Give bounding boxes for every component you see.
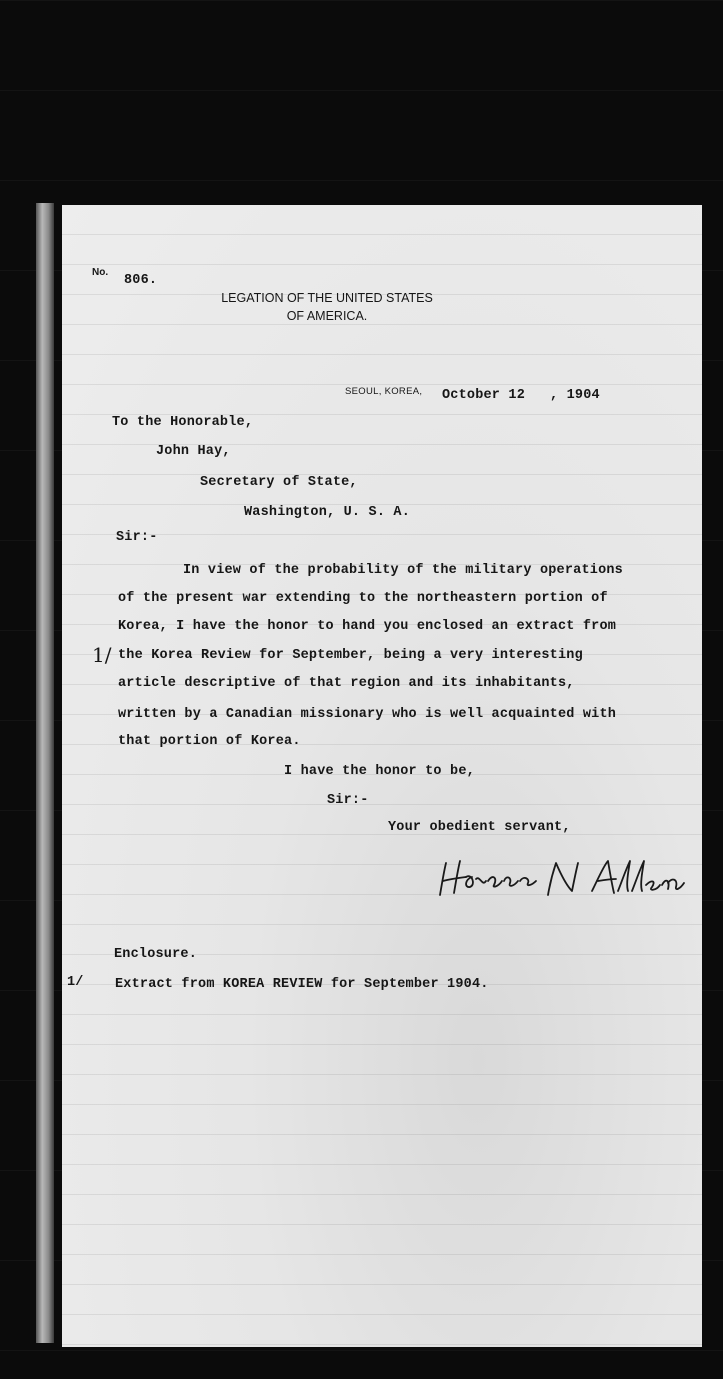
film-strip-edge xyxy=(36,203,54,1343)
body-line-3: Korea, I have the honor to hand you enclosed an extract from xyxy=(118,619,617,634)
body-line-5: article descriptive of that region and its inhabitants, xyxy=(118,676,575,691)
body-line-6: written by a Canadian missionary who is well acquainted with xyxy=(118,707,617,722)
enclosure-margin-marker: 1/ xyxy=(92,643,112,667)
closing-line-3: Your obedient servant, xyxy=(388,820,571,835)
dateline-place: SEOUL, KOREA, xyxy=(345,386,423,397)
address-line-2: John Hay, xyxy=(156,444,231,459)
address-line-1: To the Honorable, xyxy=(112,415,254,430)
enclosure-marker: 1/ xyxy=(67,975,84,990)
letterhead-line-1: LEGATION OF THE UNITED STATES xyxy=(221,291,433,305)
letterhead-line-2: OF AMERICA. xyxy=(286,309,368,323)
body-line-4: the Korea Review for September, being a very interesting xyxy=(118,648,583,663)
body-line-7: that portion of Korea. xyxy=(118,734,301,749)
salutation: Sir:- xyxy=(116,530,158,545)
signature xyxy=(432,855,697,903)
body-line-1: In view of the probability of the military operations xyxy=(183,563,623,578)
dateline-year: , 1904 xyxy=(550,388,600,403)
closing-line-2: Sir:- xyxy=(327,793,369,808)
number-label: No. xyxy=(92,267,109,278)
dispatch-number: 806. xyxy=(124,273,158,288)
body-line-2: of the present war extending to the northeastern portion of xyxy=(118,591,608,606)
address-line-3: Secretary of State, xyxy=(200,475,358,490)
enclosure-heading: Enclosure. xyxy=(114,947,198,962)
dateline-date: October 12 xyxy=(442,388,526,403)
enclosure-item: Extract from KOREA REVIEW for September 1904. xyxy=(115,977,489,992)
address-line-4: Washington, U. S. A. xyxy=(244,505,411,520)
letter-page xyxy=(62,205,702,1347)
closing-line-1: I have the honor to be, xyxy=(284,764,475,779)
